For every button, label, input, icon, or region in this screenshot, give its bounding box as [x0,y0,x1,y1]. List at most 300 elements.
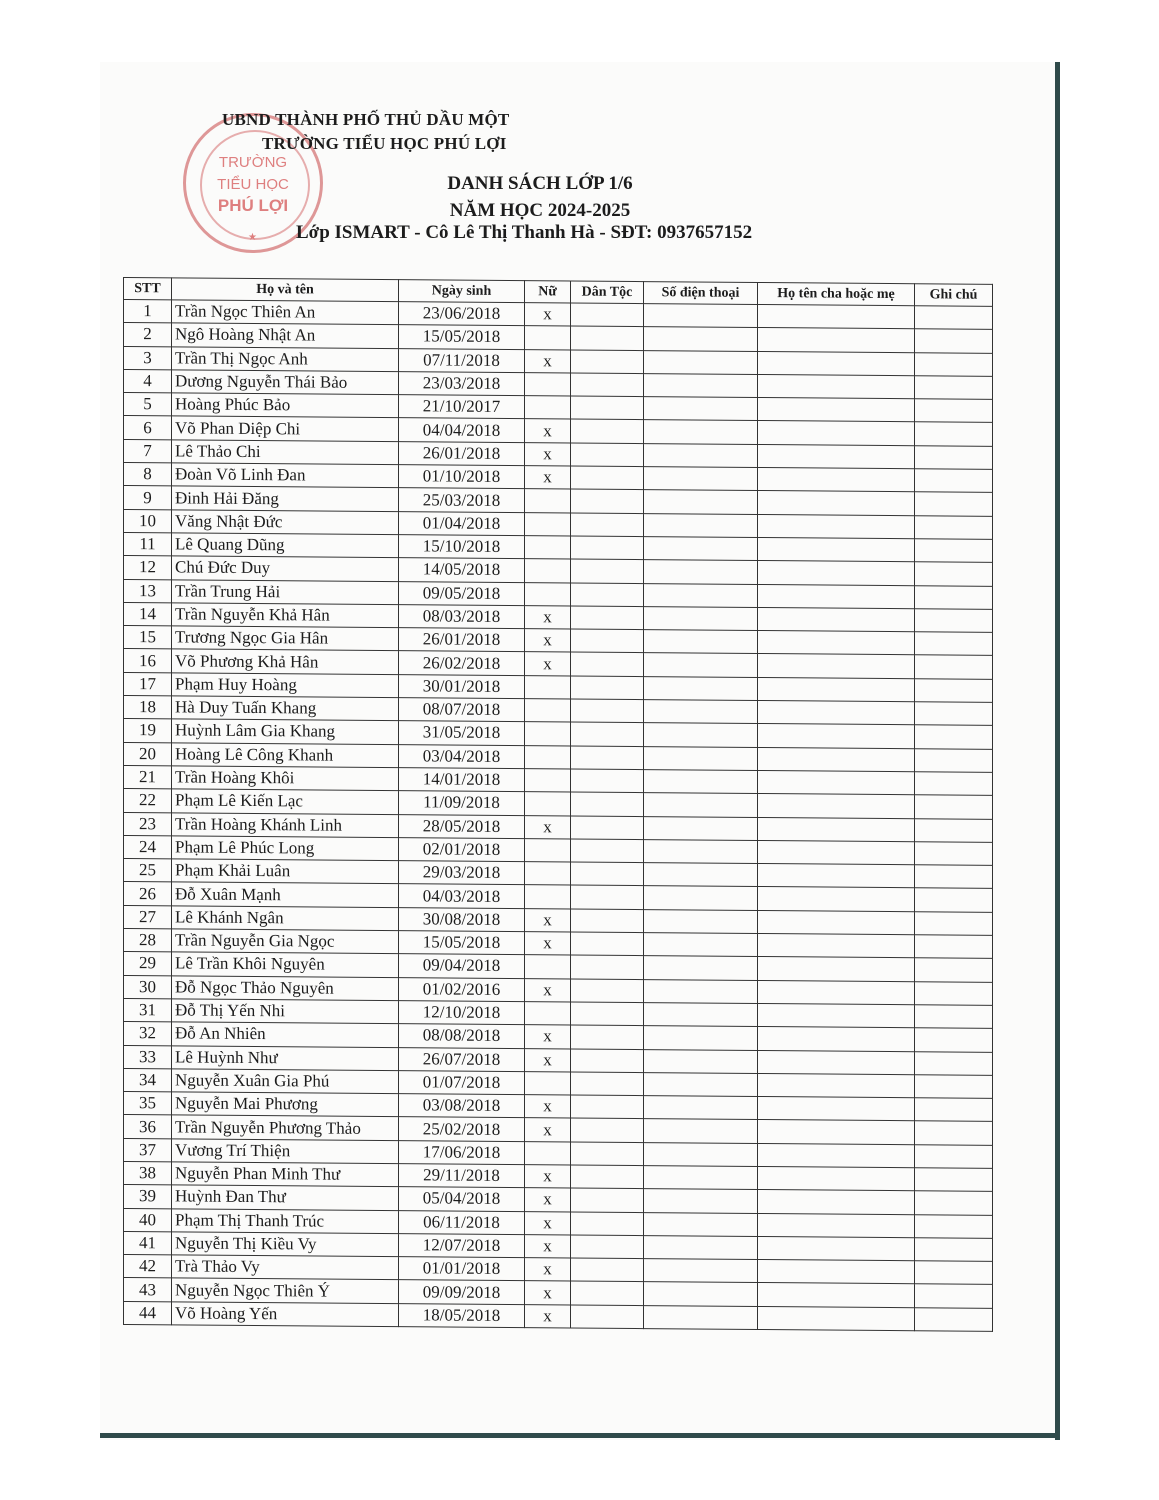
cell-ethnicity [571,1165,644,1189]
cell-birth-date: 12/10/2018 [399,1001,525,1025]
cell-parent-name [758,444,915,469]
cell-note [915,702,993,726]
cell-note [915,562,993,586]
cell-full-name: Đoàn Võ Linh Đan [172,463,399,488]
cell-female-mark: x [525,1188,571,1212]
cell-parent-name [758,631,915,656]
cell-stt: 41 [124,1231,172,1255]
cell-phone [644,933,758,957]
cell-ethnicity [571,350,644,374]
cell-stt: 40 [124,1208,172,1232]
cell-note [915,609,993,633]
cell-note [915,376,993,400]
cell-parent-name [758,1120,915,1145]
cell-note [915,1005,993,1029]
cell-phone [644,676,758,700]
cell-female-mark [525,1002,571,1026]
cell-parent-name [758,817,915,842]
cell-parent-name [758,1190,915,1215]
cell-birth-date: 01/04/2018 [399,511,525,535]
cell-note [915,585,993,609]
cell-phone [644,839,758,863]
cell-stt: 6 [124,416,172,440]
cell-female-mark [525,955,571,979]
cell-full-name: Lê Quang Dũng [172,533,399,558]
cell-female-mark: x [525,1095,571,1119]
cell-full-name: Lê Trần Khôi Nguyên [172,952,399,977]
cell-ethnicity [571,513,644,537]
cell-note [915,1168,993,1192]
cell-parent-name [758,654,915,679]
cell-stt: 13 [124,579,172,603]
cell-female-mark [525,559,571,583]
cell-ethnicity [571,396,644,420]
cell-full-name: Đỗ Ngọc Thảo Nguyên [172,975,399,1000]
cell-birth-date: 30/08/2018 [399,907,525,931]
cell-birth-date: 14/01/2018 [399,768,525,792]
cell-female-mark: x [525,1025,571,1049]
cell-ethnicity [571,652,644,676]
cell-female-mark: x [525,652,571,676]
cell-female-mark [525,792,571,816]
cell-stt: 2 [124,323,172,347]
cell-stt: 10 [124,509,172,533]
cell-ethnicity [571,373,644,397]
cell-note [915,1051,993,1075]
cell-note [915,492,993,516]
cell-parent-name [758,1166,915,1191]
cell-parent-name [758,328,915,353]
cell-phone [644,327,758,351]
cell-ethnicity [571,792,644,816]
cell-parent-name [758,980,915,1005]
cell-female-mark: x [525,1165,571,1189]
cell-stt: 36 [124,1115,172,1139]
cell-phone [644,513,758,537]
school-year: NĂM HỌC 2024-2025 [449,200,631,221]
cell-ethnicity [571,1025,644,1049]
cell-note [915,632,993,656]
cell-ethnicity [571,839,644,863]
cell-note [915,1191,993,1215]
cell-parent-name [758,468,915,493]
cell-female-mark: x [525,1048,571,1072]
cell-parent-name [758,374,915,399]
cell-birth-date: 30/01/2018 [399,674,525,698]
scan-edge-right [1055,62,1060,1440]
cell-birth-date: 03/04/2018 [399,744,525,768]
cell-full-name: Nguyễn Mai Phương [172,1092,399,1117]
cell-stt: 24 [124,835,172,859]
cell-phone [644,560,758,584]
cell-full-name: Phạm Thị Thanh Trúc [172,1208,399,1233]
cell-parent-name [758,747,915,772]
cell-female-mark [525,722,571,746]
cell-phone [644,350,758,374]
stamp-line-1: TRƯỜNG [218,154,288,171]
cell-note [915,725,993,749]
cell-ethnicity [571,536,644,560]
cell-note [915,842,993,866]
cell-female-mark: x [525,908,571,932]
cell-parent-name [758,398,915,423]
cell-ethnicity [571,816,644,840]
cell-phone [644,537,758,561]
cell-stt: 22 [124,789,172,813]
cell-stt: 15 [124,626,172,650]
column-header: Ghi chú [915,284,993,307]
cell-parent-name [758,537,915,562]
cell-parent-name [758,561,915,586]
cell-birth-date: 23/06/2018 [399,302,525,326]
cell-parent-name [758,1027,915,1052]
cell-birth-date: 12/07/2018 [399,1234,525,1258]
cell-phone [644,1259,758,1283]
cell-ethnicity [571,1305,644,1329]
cell-stt: 3 [124,346,172,370]
cell-stt: 17 [124,672,172,696]
cell-parent-name [758,910,915,935]
cell-ethnicity [571,1188,644,1212]
cell-note [915,795,993,819]
cell-parent-name [758,957,915,982]
cell-note [915,1028,993,1052]
cell-phone [644,1235,758,1259]
cell-parent-name [758,1097,915,1122]
cell-stt: 43 [124,1278,172,1302]
cell-ethnicity [571,955,644,979]
cell-parent-name [758,1213,915,1238]
cell-full-name: Trần Hoàng Khánh Linh [172,812,399,837]
cell-stt: 4 [124,369,172,393]
cell-ethnicity [571,1258,644,1282]
cell-ethnicity [571,606,644,630]
cell-note [915,1098,993,1122]
cell-note [915,329,993,353]
cell-ethnicity [571,676,644,700]
column-header: Ngày sinh [399,280,525,303]
cell-birth-date: 29/11/2018 [399,1164,525,1188]
cell-stt: 29 [124,952,172,976]
cell-birth-date: 15/05/2018 [399,325,525,349]
cell-full-name: Đỗ Thị Yến Nhi [172,999,399,1024]
cell-full-name: Lê Thảo Chi [172,440,399,465]
cell-parent-name [758,421,915,446]
cell-female-mark: x [525,606,571,630]
cell-birth-date: 23/03/2018 [399,372,525,396]
cell-ethnicity [571,746,644,770]
student-list-table [123,277,993,1332]
cell-full-name: Hoàng Phúc Bảo [172,393,399,418]
cell-full-name: Phạm Khải Luân [172,859,399,884]
cell-phone [644,1002,758,1026]
cell-phone [644,420,758,444]
cell-ethnicity [571,769,644,793]
cell-phone [644,1096,758,1120]
cell-note [915,1121,993,1145]
cell-stt: 37 [124,1138,172,1162]
cell-ethnicity [571,419,644,443]
cell-birth-date: 01/07/2018 [399,1070,525,1094]
cell-full-name: Phạm Lê Kiến Lạc [172,789,399,814]
cell-birth-date: 09/05/2018 [399,581,525,605]
cell-birth-date: 08/08/2018 [399,1024,525,1048]
cell-ethnicity [571,1118,644,1142]
cell-ethnicity [571,1049,644,1073]
cell-ethnicity [571,699,644,723]
cell-full-name: Hà Duy Tuấn Khang [172,696,399,721]
cell-ethnicity [571,303,644,327]
cell-full-name: Huỳnh Lâm Gia Khang [172,719,399,744]
cell-phone [644,1049,758,1073]
cell-stt: 34 [124,1068,172,1092]
column-header: Họ và tên [172,278,399,302]
cell-birth-date: 25/03/2018 [399,488,525,512]
cell-stt: 35 [124,1092,172,1116]
cell-female-mark: x [525,932,571,956]
cell-birth-date: 21/10/2017 [399,395,525,419]
cell-phone [644,816,758,840]
cell-female-mark: x [525,442,571,466]
cell-birth-date: 09/09/2018 [399,1280,525,1304]
cell-birth-date: 04/03/2018 [399,884,525,908]
cell-stt: 25 [124,859,172,883]
cell-parent-name [758,724,915,749]
cell-female-mark [525,745,571,769]
cell-birth-date: 26/01/2018 [399,628,525,652]
cell-parent-name [758,607,915,632]
cell-ethnicity [571,1212,644,1236]
column-header: Dân Tộc [571,281,644,304]
cell-phone [644,1189,758,1213]
cell-birth-date: 05/04/2018 [399,1187,525,1211]
cell-phone [644,467,758,491]
cell-full-name: Hoàng Lê Công Khanh [172,743,399,768]
cell-note [915,1261,993,1285]
cell-phone [644,700,758,724]
cell-stt: 12 [124,556,172,580]
cell-stt: 19 [124,719,172,743]
cell-birth-date: 26/01/2018 [399,441,525,465]
cell-female-mark [525,512,571,536]
cell-full-name: Trần Trung Hải [172,579,399,604]
cell-ethnicity [571,583,644,607]
cell-phone [644,723,758,747]
org-line-1: UBND THÀNH PHỐ THỦ DẦU MỘT [222,110,510,129]
cell-ethnicity [571,489,644,513]
cell-full-name: Trà Thảo Vy [172,1255,399,1280]
table-body [124,300,993,1332]
cell-full-name: Võ Phan Diệp Chi [172,416,399,441]
cell-birth-date: 08/03/2018 [399,605,525,629]
cell-note [915,748,993,772]
cell-phone [644,304,758,328]
cell-parent-name [758,1283,915,1308]
cell-female-mark [525,862,571,886]
org-line-2: TRƯỜNG TIỂU HỌC PHÚ LỢI [262,134,507,153]
cell-female-mark [525,582,571,606]
cell-birth-date: 25/02/2018 [399,1117,525,1141]
cell-parent-name [758,864,915,889]
cell-parent-name [758,1236,915,1261]
cell-note [915,469,993,493]
cell-phone [644,1142,758,1166]
cell-female-mark [525,1141,571,1165]
cell-ethnicity [571,1002,644,1026]
cell-full-name: Võ Phương Khả Hân [172,649,399,674]
cell-parent-name [758,677,915,702]
cell-parent-name [758,701,915,726]
cell-female-mark [525,536,571,560]
cell-female-mark: x [525,815,571,839]
cell-birth-date: 04/04/2018 [399,418,525,442]
cell-birth-date: 01/10/2018 [399,465,525,489]
cell-female-mark: x [525,1211,571,1235]
cell-ethnicity [571,1235,644,1259]
cell-female-mark [525,885,571,909]
cell-note [915,399,993,423]
cell-birth-date: 14/05/2018 [399,558,525,582]
cell-note [915,445,993,469]
cell-note [915,306,993,330]
cell-birth-date: 07/11/2018 [399,348,525,372]
cell-note [915,911,993,935]
cell-phone [644,373,758,397]
cell-full-name: Phạm Huy Hoàng [172,673,399,698]
cell-phone [644,886,758,910]
cell-ethnicity [571,862,644,886]
cell-phone [644,1072,758,1096]
class-info-line: Lớp ISMART - Cô Lê Thị Thanh Hà - SĐT: 0937657152 [296,222,753,243]
cell-birth-date: 02/01/2018 [399,837,525,861]
cell-phone [644,1119,758,1143]
cell-parent-name [758,584,915,609]
cell-phone [644,1282,758,1306]
cell-stt: 5 [124,393,172,417]
cell-ethnicity [571,932,644,956]
cell-phone [644,583,758,607]
cell-note [915,539,993,563]
cell-stt: 14 [124,602,172,626]
cell-female-mark [525,396,571,420]
cell-stt: 39 [124,1185,172,1209]
cell-ethnicity [571,909,644,933]
cell-parent-name [758,794,915,819]
cell-female-mark [525,838,571,862]
cell-stt: 9 [124,486,172,510]
cell-full-name: Chú Đức Duy [172,556,399,581]
cell-stt: 16 [124,649,172,673]
cell-note [915,935,993,959]
cell-birth-date: 15/05/2018 [399,931,525,955]
cell-parent-name [758,514,915,539]
cell-birth-date: 26/07/2018 [399,1047,525,1071]
cell-phone [644,1212,758,1236]
cell-birth-date: 17/06/2018 [399,1140,525,1164]
cell-note [915,958,993,982]
cell-full-name: Trần Ngọc Thiên An [172,300,399,325]
cell-full-name: Nguyễn Thị Kiều Vy [172,1232,399,1257]
cell-female-mark: x [525,629,571,653]
cell-female-mark: x [525,1281,571,1305]
cell-parent-name [758,1003,915,1028]
cell-stt: 11 [124,532,172,556]
cell-full-name: Võ Hoàng Yến [172,1302,399,1327]
cell-female-mark: x [525,1235,571,1259]
cell-female-mark: x [525,303,571,327]
cell-stt: 32 [124,1022,172,1046]
cell-stt: 27 [124,905,172,929]
cell-ethnicity [571,326,644,350]
cell-stt: 8 [124,463,172,487]
cell-full-name: Đinh Hải Đăng [172,486,399,511]
cell-phone [644,956,758,980]
cell-ethnicity [571,466,644,490]
cell-ethnicity [571,722,644,746]
cell-phone [644,863,758,887]
cell-full-name: Nguyễn Phan Minh Thư [172,1162,399,1187]
cell-parent-name [758,770,915,795]
cell-note [915,1284,993,1308]
cell-ethnicity [571,629,644,653]
cell-female-mark [525,326,571,350]
cell-phone [644,490,758,514]
cell-birth-date: 08/07/2018 [399,698,525,722]
cell-note [915,865,993,889]
cell-phone [644,397,758,421]
cell-stt: 30 [124,975,172,999]
cell-stt: 7 [124,439,172,463]
cell-parent-name [758,1143,915,1168]
cell-birth-date: 09/04/2018 [399,954,525,978]
cell-note [915,1214,993,1238]
cell-full-name: Trần Hoàng Khôi [172,766,399,791]
cell-phone [644,1166,758,1190]
cell-phone [644,443,758,467]
cell-parent-name [758,933,915,958]
cell-stt: 1 [124,300,172,324]
cell-birth-date: 11/09/2018 [399,791,525,815]
cell-stt: 31 [124,998,172,1022]
cell-stt: 38 [124,1161,172,1185]
cell-female-mark: x [525,1118,571,1142]
cell-female-mark: x [525,978,571,1002]
cell-ethnicity [571,1095,644,1119]
document-title: DANH SÁCH LỚP 1/6 [447,173,633,194]
cell-stt: 20 [124,742,172,766]
cell-parent-name [758,351,915,376]
cell-full-name: Nguyễn Xuân Gia Phú [172,1069,399,1094]
cell-female-mark [525,489,571,513]
cell-note [915,772,993,796]
cell-parent-name [758,1050,915,1075]
cell-ethnicity [571,1281,644,1305]
cell-phone [644,909,758,933]
cell-phone [644,793,758,817]
cell-female-mark: x [525,1304,571,1328]
cell-stt: 28 [124,929,172,953]
cell-parent-name [758,1260,915,1285]
cell-note [915,818,993,842]
cell-full-name: Trần Nguyễn Gia Ngọc [172,929,399,954]
cell-note [915,515,993,539]
cell-full-name: Đỗ Xuân Mạnh [172,882,399,907]
cell-parent-name [758,887,915,912]
cell-full-name: Lê Khánh Ngân [172,906,399,931]
scan-edge-bottom [100,1433,1060,1438]
cell-ethnicity [571,443,644,467]
stamp-line-3: PHÚ LỢI [217,196,289,215]
